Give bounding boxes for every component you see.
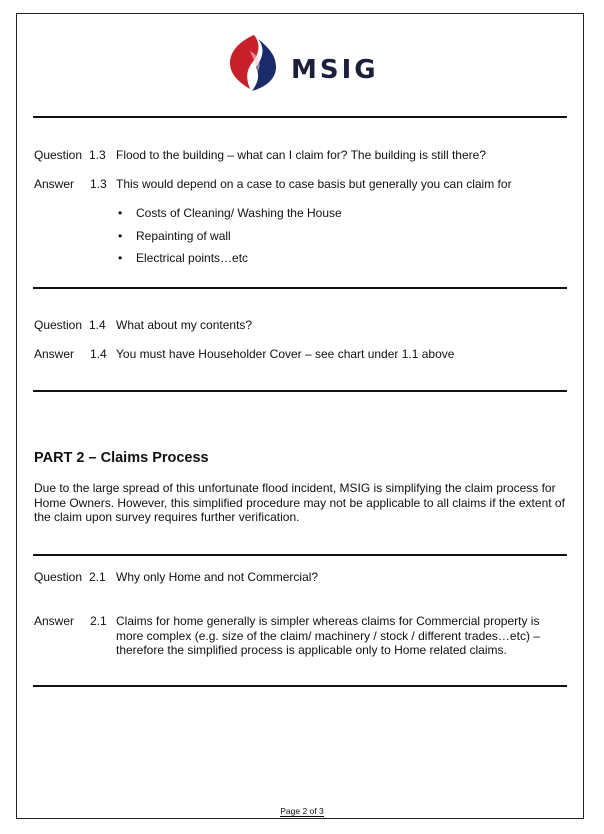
msig-logo-icon: [228, 33, 284, 93]
page-number: Page 2 of 3: [280, 806, 324, 816]
bullet-icon: •: [118, 206, 123, 220]
question-number: 2.1: [89, 570, 106, 584]
msig-logo: [228, 33, 378, 93]
question-label: Question: [34, 148, 83, 162]
divider: [33, 390, 567, 392]
answer-text: You must have Householder Cover – see chart under 1.1 above: [116, 347, 455, 361]
question-text: Why only Home and not Commercial?: [116, 570, 319, 584]
section-heading: PART 2 – Claims Process: [34, 450, 209, 466]
answer-number: 2.1: [90, 614, 107, 628]
answer-text: Claims for home generally is simpler whereas claims for Commercial property is more complex (e.g. size of the claim/ machinery / stock / different trades…etc) – therefore the simplified process is applicable only to Home related claims.: [116, 614, 540, 657]
divider: [33, 116, 567, 118]
question-text: Flood to the building – what can I claim for? The building is still there?: [116, 148, 486, 162]
answer-text: This would depend on a case to case basis but generally you can claim for: [116, 177, 512, 191]
question-label: Question: [34, 318, 83, 332]
answer-number: 1.3: [90, 177, 107, 191]
question-label: Question: [34, 570, 83, 584]
question-number: 1.4: [89, 318, 106, 332]
bullet-icon: •: [118, 229, 123, 243]
section-paragraph: Due to the large spread of this unfortunate flood incident, MSIG is simplifying the claim process for Home Owners. However, this simplified procedure may not be applicable to all claims if the extent of the claim upon survey requires further verification.: [34, 481, 565, 524]
answer-label: Answer: [34, 347, 75, 361]
divider: [33, 685, 567, 687]
page-footer: [0, 806, 604, 816]
answer-label: Answer: [34, 177, 75, 191]
page-border: [16, 13, 584, 819]
question-text: What about my contents?: [116, 318, 253, 332]
divider: [33, 554, 567, 556]
answer-label: Answer: [34, 614, 75, 628]
bullet-icon: •: [118, 251, 123, 265]
brand-name: MSIG: [291, 55, 379, 85]
divider: [33, 287, 567, 289]
answer-number: 1.4: [90, 347, 107, 361]
question-number: 1.3: [89, 148, 106, 162]
